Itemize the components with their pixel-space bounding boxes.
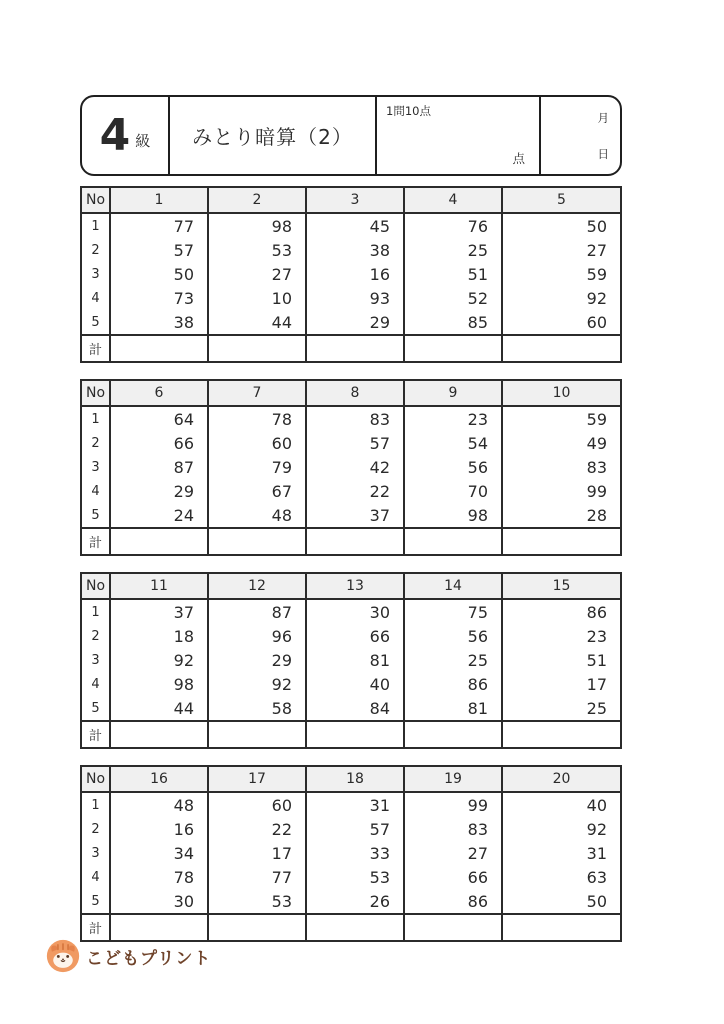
- problem-number-header: 13: [306, 573, 404, 599]
- row-number-cell: 3: [81, 455, 110, 479]
- addend-value-cell: 30: [306, 599, 404, 624]
- row-number-cell: 1: [81, 213, 110, 238]
- addend-row: [81, 479, 621, 503]
- addend-value-cell: 40: [502, 792, 621, 817]
- addend-row: [81, 310, 621, 335]
- problem-number-header: 9: [404, 380, 502, 406]
- total-answer-cell: [110, 914, 208, 941]
- addend-value-cell: 37: [110, 599, 208, 624]
- addend-value-cell: 38: [306, 238, 404, 262]
- table-header-row: [81, 380, 621, 406]
- addend-row: [81, 672, 621, 696]
- problem-number-header: 7: [208, 380, 306, 406]
- addend-value-cell: 29: [110, 479, 208, 503]
- addend-value-cell: 86: [404, 672, 502, 696]
- addend-value-cell: 59: [502, 262, 621, 286]
- addend-value-cell: 17: [502, 672, 621, 696]
- addend-value-cell: 56: [404, 624, 502, 648]
- total-answer-cell: [404, 528, 502, 555]
- addend-value-cell: 92: [110, 648, 208, 672]
- addend-value-cell: 30: [110, 889, 208, 914]
- date-cell: [541, 97, 620, 174]
- addend-value-cell: 16: [110, 817, 208, 841]
- addend-value-cell: 22: [208, 817, 306, 841]
- addend-row: [81, 262, 621, 286]
- row-number-cell: 3: [81, 262, 110, 286]
- worksheet-table-1-to-5: [80, 186, 622, 363]
- total-row: [81, 528, 621, 555]
- addend-value-cell: 28: [502, 503, 621, 528]
- addend-value-cell: 10: [208, 286, 306, 310]
- row-number-cell: 5: [81, 889, 110, 914]
- row-number-cell: 1: [81, 406, 110, 431]
- total-answer-cell: [110, 335, 208, 362]
- total-answer-cell: [404, 721, 502, 748]
- row-number-cell: 4: [81, 865, 110, 889]
- problem-number-header: 14: [404, 573, 502, 599]
- addend-row: [81, 238, 621, 262]
- row-number-cell: 2: [81, 431, 110, 455]
- total-label-cell: 計: [81, 335, 110, 362]
- problem-number-header: 4: [404, 187, 502, 213]
- addend-row: [81, 286, 621, 310]
- no-header-cell: No: [81, 766, 110, 792]
- addend-row: [81, 696, 621, 721]
- problem-number-header: 20: [502, 766, 621, 792]
- addend-row: [81, 624, 621, 648]
- row-number-cell: 1: [81, 599, 110, 624]
- worksheet-title: みとり暗算（2）: [170, 97, 377, 174]
- problem-number-header: 3: [306, 187, 404, 213]
- addend-value-cell: 78: [110, 865, 208, 889]
- addend-value-cell: 66: [110, 431, 208, 455]
- addend-value-cell: 27: [208, 262, 306, 286]
- worksheet-table-11-to-15: [80, 572, 622, 749]
- total-label-cell: 計: [81, 721, 110, 748]
- table-header-row: [81, 573, 621, 599]
- worksheet-table-6-to-10: [80, 379, 622, 556]
- addend-value-cell: 83: [502, 455, 621, 479]
- no-header-cell: No: [81, 380, 110, 406]
- addend-value-cell: 81: [404, 696, 502, 721]
- addend-row: [81, 889, 621, 914]
- total-row: [81, 914, 621, 941]
- addend-value-cell: 56: [404, 455, 502, 479]
- addend-row: [81, 406, 621, 431]
- addend-value-cell: 86: [502, 599, 621, 624]
- addend-value-cell: 86: [404, 889, 502, 914]
- total-answer-cell: [208, 335, 306, 362]
- no-header-cell: No: [81, 573, 110, 599]
- total-answer-cell: [502, 528, 621, 555]
- addend-value-cell: 53: [306, 865, 404, 889]
- total-answer-cell: [306, 528, 404, 555]
- addend-value-cell: 87: [110, 455, 208, 479]
- addend-value-cell: 49: [502, 431, 621, 455]
- addend-value-cell: 79: [208, 455, 306, 479]
- addend-value-cell: 60: [208, 431, 306, 455]
- problem-number-header: 19: [404, 766, 502, 792]
- addend-value-cell: 25: [404, 648, 502, 672]
- addend-value-cell: 48: [208, 503, 306, 528]
- addend-value-cell: 92: [502, 286, 621, 310]
- addend-value-cell: 26: [306, 889, 404, 914]
- row-number-cell: 4: [81, 672, 110, 696]
- addend-value-cell: 64: [110, 406, 208, 431]
- addend-value-cell: 76: [404, 213, 502, 238]
- addend-value-cell: 33: [306, 841, 404, 865]
- addend-value-cell: 96: [208, 624, 306, 648]
- addend-row: [81, 213, 621, 238]
- problem-number-header: 10: [502, 380, 621, 406]
- row-number-cell: 4: [81, 479, 110, 503]
- addend-value-cell: 83: [306, 406, 404, 431]
- problem-number-header: 1: [110, 187, 208, 213]
- grade-number: 4: [99, 109, 131, 161]
- addend-value-cell: 29: [208, 648, 306, 672]
- addend-value-cell: 52: [404, 286, 502, 310]
- addend-value-cell: 50: [502, 213, 621, 238]
- addend-row: [81, 648, 621, 672]
- worksheet-table-16-to-20: [80, 765, 622, 942]
- addend-value-cell: 77: [110, 213, 208, 238]
- total-answer-cell: [404, 335, 502, 362]
- addend-value-cell: 75: [404, 599, 502, 624]
- addend-value-cell: 99: [502, 479, 621, 503]
- addend-value-cell: 92: [208, 672, 306, 696]
- addend-value-cell: 66: [404, 865, 502, 889]
- table-header-row: [81, 766, 621, 792]
- problem-number-header: 15: [502, 573, 621, 599]
- addend-value-cell: 83: [404, 817, 502, 841]
- addend-value-cell: 48: [110, 792, 208, 817]
- addend-value-cell: 98: [110, 672, 208, 696]
- row-number-cell: 5: [81, 696, 110, 721]
- row-number-cell: 3: [81, 648, 110, 672]
- addend-value-cell: 44: [110, 696, 208, 721]
- addend-value-cell: 23: [404, 406, 502, 431]
- row-number-cell: 1: [81, 792, 110, 817]
- addend-value-cell: 45: [306, 213, 404, 238]
- addend-value-cell: 59: [502, 406, 621, 431]
- addend-value-cell: 57: [306, 431, 404, 455]
- score-cell: [377, 97, 541, 174]
- addend-value-cell: 24: [110, 503, 208, 528]
- addend-value-cell: 38: [110, 310, 208, 335]
- total-answer-cell: [306, 335, 404, 362]
- addend-value-cell: 50: [502, 889, 621, 914]
- total-answer-cell: [110, 528, 208, 555]
- row-number-cell: 2: [81, 624, 110, 648]
- addend-value-cell: 98: [404, 503, 502, 528]
- addend-value-cell: 63: [502, 865, 621, 889]
- no-header-cell: No: [81, 187, 110, 213]
- total-answer-cell: [502, 914, 621, 941]
- addend-value-cell: 53: [208, 238, 306, 262]
- addend-value-cell: 57: [306, 817, 404, 841]
- total-row: [81, 335, 621, 362]
- addend-row: [81, 431, 621, 455]
- total-answer-cell: [502, 335, 621, 362]
- problem-number-header: 8: [306, 380, 404, 406]
- addend-value-cell: 81: [306, 648, 404, 672]
- grade-suffix-label: 級: [135, 132, 151, 150]
- addend-value-cell: 23: [502, 624, 621, 648]
- row-number-cell: 4: [81, 286, 110, 310]
- addend-value-cell: 58: [208, 696, 306, 721]
- addend-value-cell: 60: [502, 310, 621, 335]
- addend-row: [81, 817, 621, 841]
- row-number-cell: 2: [81, 238, 110, 262]
- addend-value-cell: 27: [502, 238, 621, 262]
- addend-value-cell: 40: [306, 672, 404, 696]
- grade-cell: [82, 97, 170, 174]
- addend-row: [81, 841, 621, 865]
- addend-value-cell: 70: [404, 479, 502, 503]
- total-answer-cell: [110, 721, 208, 748]
- addend-value-cell: 78: [208, 406, 306, 431]
- addend-row: [81, 503, 621, 528]
- problem-number-header: 6: [110, 380, 208, 406]
- addend-value-cell: 17: [208, 841, 306, 865]
- problem-number-header: 11: [110, 573, 208, 599]
- addend-value-cell: 99: [404, 792, 502, 817]
- worksheet-content: [80, 95, 622, 958]
- addend-row: [81, 792, 621, 817]
- addend-value-cell: 50: [110, 262, 208, 286]
- problem-number-header: 5: [502, 187, 621, 213]
- total-answer-cell: [306, 914, 404, 941]
- total-label-cell: 計: [81, 528, 110, 555]
- worksheet-header: [80, 95, 622, 176]
- addend-value-cell: 31: [306, 792, 404, 817]
- total-answer-cell: [208, 721, 306, 748]
- addend-value-cell: 31: [502, 841, 621, 865]
- logo-text: こどもプリント: [86, 948, 212, 969]
- addend-value-cell: 22: [306, 479, 404, 503]
- row-number-cell: 5: [81, 310, 110, 335]
- day-label: 日: [597, 147, 609, 161]
- cat-mascot-icon: [46, 939, 80, 973]
- addend-row: [81, 455, 621, 479]
- addend-value-cell: 60: [208, 792, 306, 817]
- addend-value-cell: 98: [208, 213, 306, 238]
- total-answer-cell: [306, 721, 404, 748]
- addend-row: [81, 865, 621, 889]
- addend-value-cell: 27: [404, 841, 502, 865]
- addend-value-cell: 16: [306, 262, 404, 286]
- addend-value-cell: 84: [306, 696, 404, 721]
- month-label: 月: [597, 111, 609, 125]
- kodomo-print-logo: [46, 939, 211, 973]
- worksheet-tables: [80, 186, 622, 942]
- addend-value-cell: 51: [502, 648, 621, 672]
- total-answer-cell: [404, 914, 502, 941]
- problem-number-header: 2: [208, 187, 306, 213]
- addend-row: [81, 599, 621, 624]
- total-label-cell: 計: [81, 914, 110, 941]
- addend-value-cell: 92: [502, 817, 621, 841]
- table-header-row: [81, 187, 621, 213]
- addend-value-cell: 87: [208, 599, 306, 624]
- addend-value-cell: 85: [404, 310, 502, 335]
- total-answer-cell: [208, 914, 306, 941]
- points-per-question-note: 1問10点: [386, 104, 431, 118]
- addend-value-cell: 42: [306, 455, 404, 479]
- points-unit-label: 点: [512, 151, 525, 166]
- row-number-cell: 3: [81, 841, 110, 865]
- addend-value-cell: 54: [404, 431, 502, 455]
- addend-value-cell: 51: [404, 262, 502, 286]
- problem-number-header: 16: [110, 766, 208, 792]
- row-number-cell: 5: [81, 503, 110, 528]
- addend-value-cell: 34: [110, 841, 208, 865]
- addend-value-cell: 18: [110, 624, 208, 648]
- addend-value-cell: 53: [208, 889, 306, 914]
- addend-value-cell: 37: [306, 503, 404, 528]
- problem-number-header: 12: [208, 573, 306, 599]
- total-answer-cell: [208, 528, 306, 555]
- addend-value-cell: 77: [208, 865, 306, 889]
- addend-value-cell: 29: [306, 310, 404, 335]
- row-number-cell: 2: [81, 817, 110, 841]
- problem-number-header: 18: [306, 766, 404, 792]
- addend-value-cell: 67: [208, 479, 306, 503]
- addend-value-cell: 73: [110, 286, 208, 310]
- addend-value-cell: 57: [110, 238, 208, 262]
- total-row: [81, 721, 621, 748]
- addend-value-cell: 25: [404, 238, 502, 262]
- addend-value-cell: 93: [306, 286, 404, 310]
- total-answer-cell: [502, 721, 621, 748]
- addend-value-cell: 25: [502, 696, 621, 721]
- addend-value-cell: 66: [306, 624, 404, 648]
- problem-number-header: 17: [208, 766, 306, 792]
- addend-value-cell: 44: [208, 310, 306, 335]
